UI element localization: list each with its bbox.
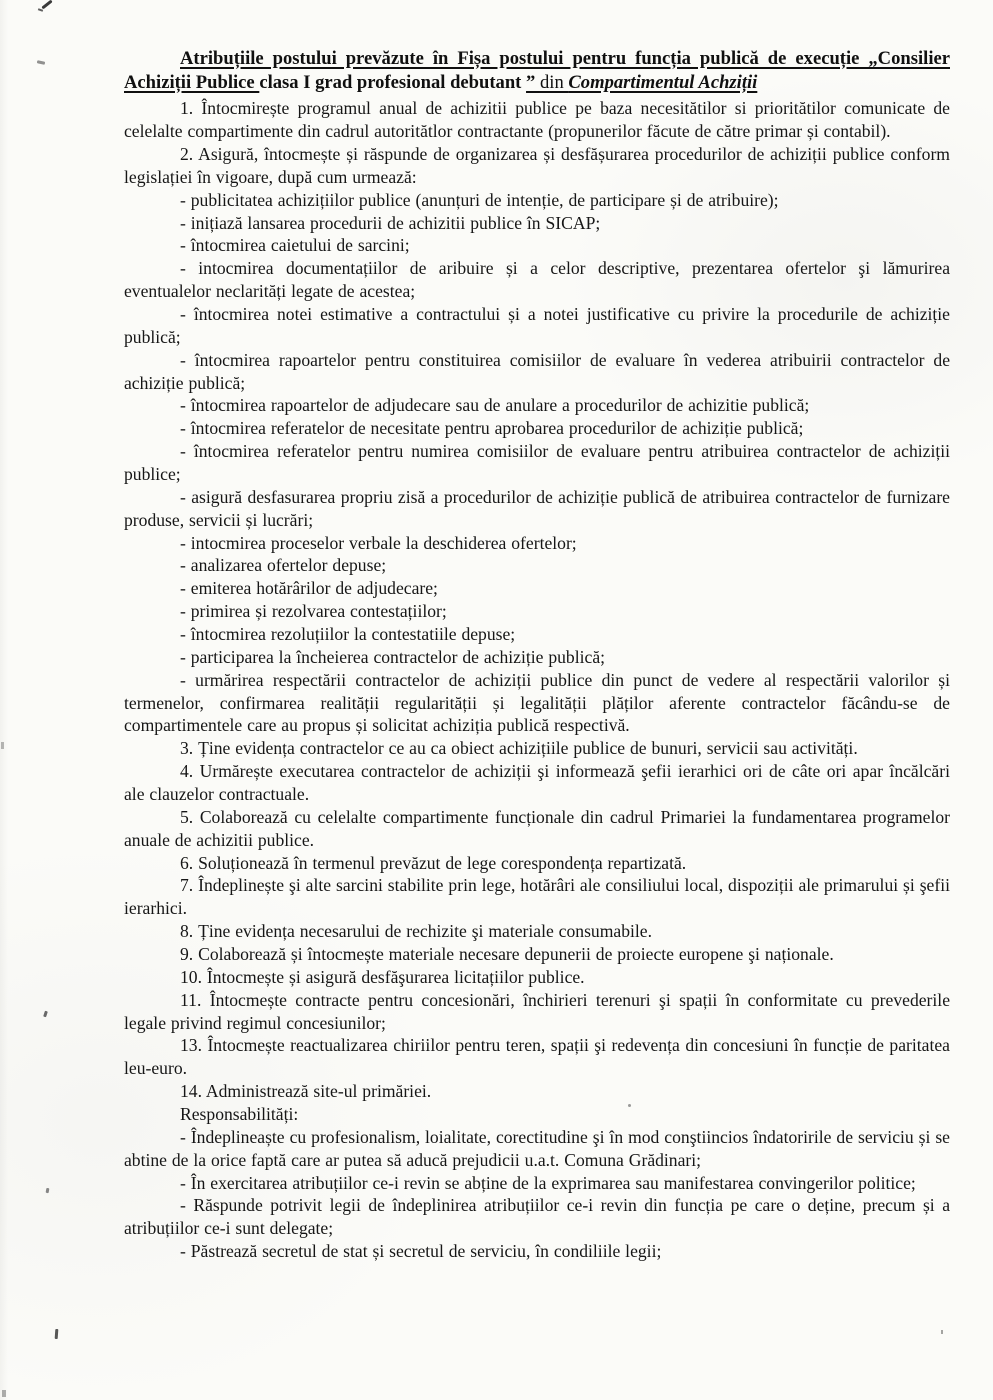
- paragraph: 11. Întocmește contracte pentru concesionări, închirieri terenuri şi spații în conformitate cu prevederile legale privind regimul concesiunilor;: [124, 989, 950, 1033]
- paragraph: - întocmirea rapoartelor de adjudecare sau de anulare a procedurilor de achizitie publică;: [180, 395, 810, 416]
- paragraph: - inițiază lansarea procedurii de achizitii publice în SICAP;: [180, 212, 601, 233]
- heading-title-text: Atribuțiile postului prevăzute în Fișa postului pentru funcția publică de execuție „Consilier: [180, 48, 950, 69]
- paragraph: - întocmirea notei estimative a contractului și a notei justificative cu privire la procedurile de achiziție publică;: [124, 303, 950, 347]
- document-heading: [124, 47, 950, 94]
- paragraph: - întocmirea referatelor pentru numirea comisiilor de evaluare pentru atribuirea contractelor de achiziții publice;: [124, 441, 950, 484]
- paragraph: 6. Soluționează în termenul prevăzut de lege corespondența repartizată.: [180, 852, 687, 873]
- paragraph: - publicitatea achizițiilor publice (anunțuri de intenție, de participare și de atribuire);: [180, 189, 779, 210]
- paragraph: - întocmirea rezoluțiilor la contestatiile depuse;: [180, 623, 516, 644]
- paragraph: 3. Ține evidența contractelor ce au ca obiect achizițiile publice de bunuri, servicii sau activități.: [180, 738, 858, 759]
- heading-grade-text: clasa I grad profesional debutant: [259, 71, 527, 93]
- paragraph: 1. Întocmirește programul anual de achizitii publice pe baza necesitătilor si prioritătilor comunicate de celelalte compartimente din cadrul autoritătlor contractante (propunerilor făcute de către primar și contabil).: [124, 98, 950, 142]
- paragraph: 7. Îndeplinește şi alte sarcini stabilite prin lege, hotărâri ale consiliului local, dispoziții ale primarului și şefii ierarhici.: [124, 875, 950, 919]
- paragraph: - Răspunde potrivit legii de îndeplinirea atribuțiilor ce-i revin din funcția pe care o deține, precum și a atribuțiilor ce-i sunt delegate;: [124, 1195, 950, 1239]
- heading-close-quote: ”: [526, 71, 540, 93]
- paragraph: 4. Urmărește executarea contractelor de achiziții şi informează şefii ierarhici ori de câte ori apar încălcări ale clauzelor contractuale.: [124, 761, 950, 804]
- paragraph: - participarea la încheierea contractelor de achiziție publică;: [180, 646, 606, 667]
- paragraph: - întocmirea caietului de sarcini;: [180, 235, 410, 256]
- paragraph: 10. Întocmește și asigură desfăşurarea licitațiilor publice.: [180, 966, 585, 987]
- heading-line-2: [124, 71, 950, 95]
- paragraph: - întocmirea referatelor de necesitate pentru aprobarea procedurilor de achiziție publică;: [180, 418, 804, 439]
- paragraph: - intocmirea documentațiilor de aribuire și a celor descriptive, prezentarea ofertelor şi lămurirea eventualelor neclarități legate de acestea;: [124, 258, 950, 302]
- heading-department-name: Compartimentul Achziții: [568, 71, 758, 93]
- paragraph: 9. Colaborează și întocmește materiale necesare depunerii de proiecte europene şi naționale.: [180, 944, 834, 965]
- paragraph: Responsabilități:: [180, 1104, 299, 1125]
- paragraph: - primirea și rezolvarea contestațiilor;: [180, 601, 447, 622]
- paragraph: - Îndeplineaște cu profesionalism, loialitate, corectitudine şi în mod conştiincios îndatoririle de serviciu și se abtine de la orice faptă care ar putea să aducă prejudicii u.a.t. Comuna Grădinari;: [124, 1126, 950, 1170]
- paragraph: 14. Administrează site-ul primăriei.: [180, 1081, 432, 1102]
- paragraph: - analizarea ofertelor depuse;: [180, 555, 387, 576]
- paragraph: - urmărirea respectării contractelor de achiziții publice din punct de vedere al respectării valorilor și termenelor, confirmarea realității regularității și legalității plăților aferente contractelor făcându-se de compartimentele care au propus și solicitat achiziția publică respectivă.: [124, 669, 950, 736]
- heading-job-name: Achiziții Publice: [124, 71, 260, 93]
- paragraph: - întocmirea rapoartelor pentru constituirea comisiilor de evaluare în vederea atribuirii contractelor de achiziție publică;: [124, 349, 950, 393]
- paragraph: 8. Ține evidența necesarului de rechizite şi materiale consumabile.: [180, 921, 652, 942]
- paragraph: - În exercitarea atribuțiilor ce-i revin se abține de la exprimarea sau manifestarea convingerilor politice;: [180, 1172, 916, 1193]
- paragraph: - emiterea hotărârilor de adjudecare;: [180, 578, 438, 599]
- paragraph: - intocmirea proceselor verbale la deschiderea ofertelor;: [180, 532, 577, 553]
- document-body: [124, 97, 950, 1263]
- heading-line-1: [124, 47, 950, 71]
- paragraph: 13. Întocmește reactualizarea chiriilor pentru teren, spații şi redevența din concesiuni în funcție de paritatea leu-euro.: [124, 1035, 950, 1079]
- paragraph: - asigură desfasurarea propriu zisă a procedurilor de achiziție publică de atribuirea contractelor de furnizare produse, servicii și lucrări;: [124, 486, 950, 530]
- paragraph: - Păstrează secretul de stat și secretul de serviciu, în condiliile legii;: [180, 1241, 662, 1262]
- paragraph: 5. Colaborează cu celelalte compartimente funcționale din cadrul Primariei la fundamentarea programelor anuale de achizitii publice.: [124, 806, 950, 850]
- paragraph: 2. Asigură, întocmește și răspunde de organizarea și desfășurarea procedurilor de achiziții publice conform legislației în vigoare, după cum urmează:: [124, 143, 950, 187]
- heading-din-text: din: [539, 71, 569, 93]
